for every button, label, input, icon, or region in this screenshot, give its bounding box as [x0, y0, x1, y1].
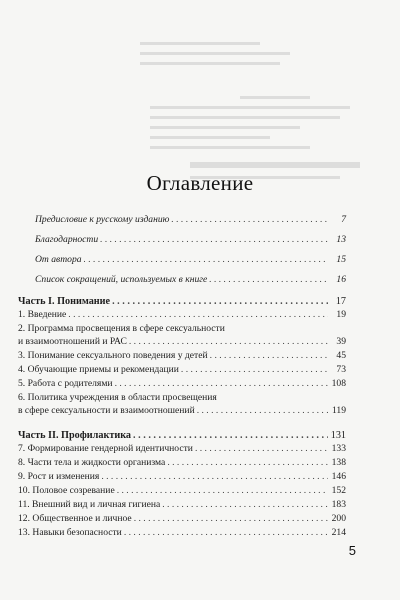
toc-entry[interactable]: [18, 513, 346, 525]
toc-entry-page: 146: [331, 471, 346, 482]
toc-entry-label: в сфере сексуальности и взаимоотношений: [18, 405, 195, 416]
dot-leader: [124, 527, 328, 539]
toc-entry-label: 9. Рост и изменения: [18, 471, 100, 482]
toc-entry-label: 12. Общественное и личное: [18, 513, 132, 524]
toc-entry-page: 16: [336, 274, 346, 285]
toc-entry[interactable]: [18, 443, 346, 455]
dot-leader: [115, 378, 328, 390]
toc-entry[interactable]: [18, 485, 346, 497]
toc-entry-label: и взаимоотношений и РАС: [18, 336, 127, 347]
toc-entry[interactable]: [18, 350, 346, 362]
dot-leader: [167, 457, 328, 469]
toc-entry-label: Предисловие к русскому изданию: [35, 214, 170, 225]
toc-entry-page: 214: [331, 527, 346, 538]
toc-entry-page: 133: [331, 443, 346, 454]
toc-entry[interactable]: [18, 499, 346, 511]
toc-entry[interactable]: [18, 378, 346, 390]
dot-leader: [209, 274, 328, 286]
toc-entry-label: 7. Формирование гендерной идентичности: [18, 443, 193, 454]
toc-entry-label: 2. Программа просвещения в сфере сексуальности: [18, 323, 225, 334]
part-page: 131: [330, 430, 346, 441]
page-number: 5: [348, 543, 356, 558]
toc-entry-page: 138: [331, 457, 346, 468]
dot-leader: [101, 471, 328, 483]
toc-entry-page: 45: [336, 350, 346, 361]
toc-entry-page: 7: [341, 214, 346, 225]
dot-leader: [134, 513, 328, 525]
toc-entry-page: 108: [331, 378, 346, 389]
part-page: 17: [335, 296, 346, 307]
toc-entry-label: 6. Политика учреждения в области просвещения: [18, 392, 217, 403]
toc-entry-label: Список сокращений, используемых в книге: [35, 274, 208, 285]
toc-entry-label: 13. Навыки безопасности: [18, 527, 122, 538]
toc-entry[interactable]: [18, 364, 346, 376]
dot-leader: [84, 254, 328, 266]
toc-entry-page: 200: [331, 513, 346, 524]
toc-entry-page: 73: [336, 364, 346, 375]
toc-entry-page: 15: [336, 254, 346, 265]
toc-entry-page: 119: [331, 405, 346, 416]
toc-entry-page: 19: [336, 309, 346, 320]
toc-entry[interactable]: [18, 309, 346, 321]
toc-entry-label: От автора: [35, 254, 82, 265]
toc-entry[interactable]: [18, 405, 346, 417]
dot-leader: [171, 214, 328, 226]
dot-leader: [112, 296, 328, 308]
toc-part-heading[interactable]: [18, 430, 346, 442]
page-title: Оглавление: [146, 171, 254, 195]
toc-entry-label: Благодарности: [35, 234, 99, 245]
toc-entry-label: 4. Обучающие приемы и рекомендации: [18, 364, 179, 375]
toc-entry[interactable]: [35, 234, 346, 246]
toc-entry[interactable]: [35, 254, 346, 266]
dot-leader: [210, 350, 328, 362]
toc-entry-label: 1. Введение: [18, 309, 67, 320]
dot-leader: [100, 234, 328, 246]
toc-part-heading[interactable]: [18, 296, 346, 308]
toc-entry-page: 183: [331, 499, 346, 510]
toc-entry-label: 3. Понимание сексуального поведения у детей: [18, 350, 208, 361]
toc-entry[interactable]: [18, 457, 346, 469]
toc-entry-line[interactable]: [18, 392, 346, 404]
toc-entry-page: 152: [331, 485, 346, 496]
toc-entry[interactable]: [18, 336, 346, 348]
part-title: Часть II. Профилактика: [18, 430, 132, 441]
toc-entry[interactable]: [18, 527, 346, 539]
bleed-through-text: [130, 40, 380, 190]
part-title: Часть I. Понимание: [18, 296, 111, 307]
toc-entry-label: 8. Части тела и жидкости организма: [18, 457, 166, 468]
dot-leader: [133, 430, 328, 442]
dot-leader: [162, 499, 328, 511]
dot-leader: [68, 309, 328, 321]
toc-entry[interactable]: [35, 274, 346, 286]
dot-leader: [181, 364, 328, 376]
toc-entry-label: 10. Половое созревание: [18, 485, 115, 496]
dot-leader: [195, 443, 328, 455]
dot-leader: [129, 336, 328, 348]
dot-leader: [197, 405, 328, 417]
toc-entry-line[interactable]: [18, 323, 346, 335]
toc-entry-label: 11. Внешний вид и личная гигиена: [18, 499, 161, 510]
toc-entry-page: 13: [336, 234, 346, 245]
dot-leader: [117, 485, 328, 497]
toc-entry[interactable]: [35, 214, 346, 226]
toc-entry-page: 39: [336, 336, 346, 347]
toc-entry[interactable]: [18, 471, 346, 483]
toc-entry-label: 5. Работа с родителями: [18, 378, 113, 389]
